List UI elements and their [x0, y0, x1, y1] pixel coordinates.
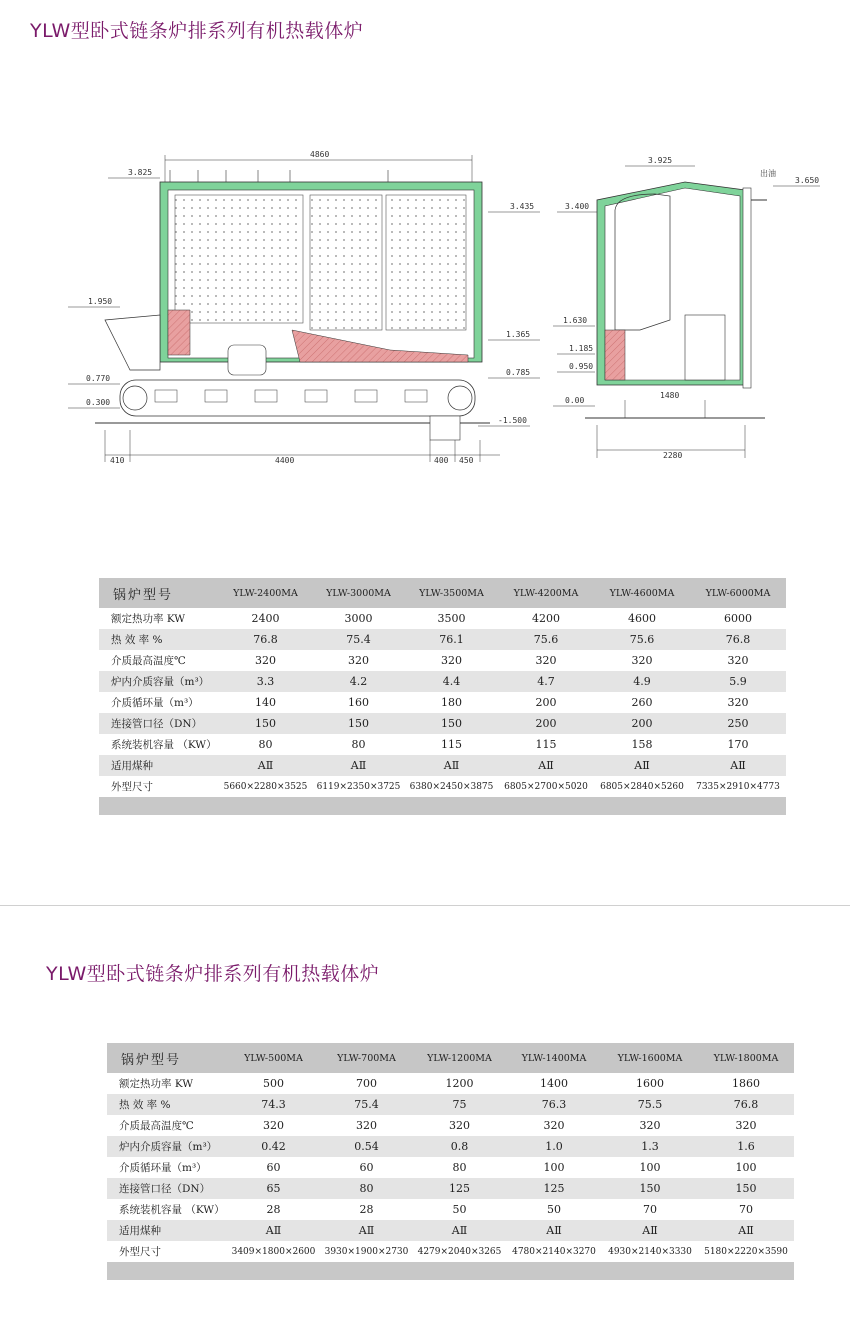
table-cell: 4200	[532, 612, 560, 625]
table-cell: 320	[639, 1119, 661, 1132]
table-cell: 1.3	[602, 1136, 698, 1157]
table-cell: 5.9	[690, 671, 786, 692]
table-cell: AⅡ	[405, 755, 498, 776]
table-cell: 76.8	[690, 629, 786, 650]
row-label: 介质循环量（m³）	[119, 1162, 207, 1174]
table-cell: 76.1	[405, 629, 498, 650]
table-footer-bar	[99, 797, 786, 815]
table-cell: 200	[498, 713, 594, 734]
dim-label: 4400	[275, 456, 295, 465]
spec-table-large	[99, 578, 786, 815]
dim-label: 0.00	[565, 396, 585, 405]
table-row	[107, 1241, 794, 1262]
table-cell: 28	[359, 1203, 374, 1216]
table-cell: 74.3	[227, 1094, 320, 1115]
table-cell: 80	[452, 1161, 467, 1174]
dim-label: 1.365	[506, 330, 531, 339]
table-cell: 3930×1900×2730	[324, 1246, 409, 1257]
model-header: YLW-1800MA	[698, 1043, 794, 1073]
row-label: 系统装机容量 （KW）	[119, 1204, 225, 1216]
table-row	[99, 692, 786, 713]
table-cell: 76.8	[698, 1094, 794, 1115]
dim-label: 1480	[660, 391, 680, 400]
table-cell: 50	[547, 1203, 561, 1216]
dim-label: 4860	[310, 150, 330, 159]
table-cell: 1600	[636, 1077, 664, 1090]
table-cell: AⅡ	[506, 1220, 602, 1241]
table-cell: AⅡ	[602, 1220, 698, 1241]
table-cell: 170	[727, 738, 749, 751]
table-cell: 320	[356, 1119, 377, 1132]
dim-label: -1.500	[498, 416, 527, 425]
table-cell: AⅡ	[219, 755, 312, 776]
table-cell: 0.54	[320, 1136, 413, 1157]
table-row	[107, 1157, 794, 1178]
table-cell: 150	[405, 713, 498, 734]
table-cell: AⅡ	[312, 755, 405, 776]
dim-label: 2280	[663, 451, 683, 460]
table-cell: 4279×2040×3265	[417, 1246, 502, 1257]
dim-label: 1.185	[569, 344, 594, 353]
model-header: YLW-4600MA	[594, 578, 690, 608]
table-cell: 320	[727, 654, 749, 667]
table-cell: 250	[690, 713, 786, 734]
table-row	[107, 1094, 794, 1115]
table-cell: 320	[727, 696, 749, 709]
table-cell: 1.0	[506, 1136, 602, 1157]
table-cell: 75.6	[594, 629, 690, 650]
table-cell: 150	[698, 1178, 794, 1199]
table-cell: 80	[320, 1178, 413, 1199]
table-cell: 3409×1800×2600	[231, 1246, 316, 1257]
row-label: 介质最高温度℃	[111, 655, 186, 667]
table-cell: 150	[312, 713, 405, 734]
table-cell: 320	[449, 1119, 470, 1132]
row-label: 炉内介质容量（m³）	[107, 1136, 227, 1157]
table-cell: AⅡ	[690, 755, 786, 776]
table-cell: 320	[735, 1119, 757, 1132]
table-cell: AⅡ	[698, 1220, 794, 1241]
table-cell: 500	[263, 1077, 284, 1090]
table-cell: 6805×2700×5020	[504, 781, 588, 792]
dim-label: 410	[110, 456, 125, 465]
dim-label: 1.630	[563, 316, 588, 325]
dim-label: 0.785	[506, 368, 531, 377]
table-row	[99, 755, 786, 776]
table-cell: 50	[452, 1203, 467, 1216]
dim-label: 1.950	[88, 297, 113, 306]
table-head-label: 锅炉型号	[107, 1043, 227, 1073]
table-cell: 76.3	[506, 1094, 602, 1115]
row-label: 介质循环量（m³）	[111, 697, 199, 709]
table-cell: 28	[266, 1203, 281, 1216]
page-title-bottom: YLW型卧式链条炉排系列有机热载体炉	[46, 963, 380, 985]
dim-label: 450	[459, 456, 474, 465]
table-row	[107, 1220, 794, 1241]
table-row	[107, 1136, 794, 1157]
table-cell: 1200	[445, 1077, 474, 1090]
table-cell: 75	[413, 1094, 506, 1115]
table-cell: 125	[506, 1178, 602, 1199]
table-cell: 200	[535, 696, 557, 709]
table-cell: 2400	[251, 612, 280, 625]
table-cell: AⅡ	[320, 1220, 413, 1241]
model-header: YLW-3000MA	[312, 578, 405, 608]
table-cell: 4600	[628, 612, 656, 625]
table-cell: 3500	[437, 612, 466, 625]
table-cell: 140	[255, 696, 276, 709]
table-cell: AⅡ	[498, 755, 594, 776]
model-header: YLW-6000MA	[690, 578, 786, 608]
row-label: 连接管口径（DN）	[107, 1178, 227, 1199]
dim-label: 0.950	[569, 362, 594, 371]
table-footer-bar	[107, 1262, 794, 1280]
row-label: 炉内介质容量（m³）	[99, 671, 219, 692]
table-cell: 70	[739, 1203, 753, 1216]
table-cell: AⅡ	[594, 755, 690, 776]
table-cell: 320	[535, 654, 557, 667]
table-cell: 700	[356, 1077, 377, 1090]
table-cell: 150	[219, 713, 312, 734]
page-title-top: YLW型卧式链条炉排系列有机热载体炉	[30, 20, 364, 42]
table-row	[99, 608, 786, 629]
table-row	[99, 734, 786, 755]
table-cell: 4.7	[498, 671, 594, 692]
table-cell: 320	[631, 654, 653, 667]
table-row	[99, 776, 786, 797]
table-cell: 158	[631, 738, 653, 751]
model-header: YLW-2400MA	[219, 578, 312, 608]
table-row	[107, 1073, 794, 1094]
model-header: YLW-1600MA	[602, 1043, 698, 1073]
table-row	[99, 650, 786, 671]
table-cell: 4.2	[312, 671, 405, 692]
dim-label: 3.400	[565, 202, 590, 211]
table-cell: 100	[543, 1161, 565, 1174]
row-label: 系统装机容量 （KW）	[111, 739, 217, 751]
boiler-side-view-drawing	[545, 150, 825, 470]
dim-label: 3.825	[128, 168, 153, 177]
dim-label: 400	[434, 456, 449, 465]
row-label: 额定热功率 KW	[119, 1078, 194, 1090]
table-cell: 6805×2840×5260	[600, 781, 684, 792]
row-label: 外型尺寸	[111, 781, 153, 793]
row-label: 热 效 率 %	[107, 1094, 227, 1115]
table-cell: 80	[258, 738, 273, 751]
table-cell: 180	[441, 696, 462, 709]
table-cell: 320	[263, 1119, 284, 1132]
row-label: 连接管口径（DN）	[99, 713, 219, 734]
table-cell: 115	[441, 738, 462, 751]
table-cell: 65	[227, 1178, 320, 1199]
table-cell: 1860	[732, 1077, 760, 1090]
table-cell: 1.6	[698, 1136, 794, 1157]
table-cell: 4.4	[405, 671, 498, 692]
table-cell: 320	[255, 654, 276, 667]
table-cell: 320	[543, 1119, 565, 1132]
dim-label: 3.925	[648, 156, 673, 165]
table-cell: 100	[639, 1161, 661, 1174]
model-header: YLW-500MA	[227, 1043, 320, 1073]
table-row	[99, 671, 786, 692]
row-label: 额定热功率 KW	[111, 613, 186, 625]
table-cell: 75.6	[498, 629, 594, 650]
table-cell: 60	[359, 1161, 374, 1174]
table-cell: 80	[351, 738, 366, 751]
dim-label: 出油	[760, 169, 776, 178]
table-head-label: 锅炉型号	[99, 578, 219, 608]
model-header: YLW-1400MA	[506, 1043, 602, 1073]
table-cell: 260	[631, 696, 653, 709]
table-cell: 150	[602, 1178, 698, 1199]
table-cell: 75.4	[320, 1094, 413, 1115]
table-cell: 5180×2220×3590	[704, 1246, 788, 1257]
table-row	[99, 713, 786, 734]
table-cell: 0.42	[227, 1136, 320, 1157]
table-cell: 320	[348, 654, 369, 667]
table-row	[107, 1178, 794, 1199]
model-header: YLW-4200MA	[498, 578, 594, 608]
table-cell: 125	[413, 1178, 506, 1199]
table-cell: 75.4	[312, 629, 405, 650]
table-row	[99, 629, 786, 650]
table-cell: 100	[735, 1161, 757, 1174]
row-label: 介质最高温度℃	[119, 1120, 194, 1132]
table-row	[107, 1115, 794, 1136]
row-label: 适用煤种	[107, 1220, 227, 1241]
dim-label: 0.300	[86, 398, 111, 407]
row-label: 适用煤种	[99, 755, 219, 776]
table-cell: 60	[266, 1161, 281, 1174]
table-cell: 6380×2450×3875	[409, 781, 494, 792]
table-cell: AⅡ	[413, 1220, 506, 1241]
table-cell: 5660×2280×3525	[223, 781, 308, 792]
row-label: 热 效 率 %	[99, 629, 219, 650]
table-cell: 320	[441, 654, 462, 667]
table-cell: 1400	[540, 1077, 568, 1090]
table-cell: 200	[594, 713, 690, 734]
table-cell: 70	[643, 1203, 657, 1216]
table-cell: 160	[348, 696, 369, 709]
table-cell: 7335×2910×4773	[696, 781, 780, 792]
model-header: YLW-700MA	[320, 1043, 413, 1073]
table-cell: 3.3	[219, 671, 312, 692]
table-cell: 4.9	[594, 671, 690, 692]
dim-label: 3.435	[510, 202, 535, 211]
table-cell: 3000	[344, 612, 373, 625]
row-label: 外型尺寸	[119, 1246, 161, 1258]
table-cell: AⅡ	[227, 1220, 320, 1241]
table-cell: 76.8	[219, 629, 312, 650]
table-row	[107, 1199, 794, 1220]
table-cell: 0.8	[413, 1136, 506, 1157]
table-cell: 6119×2350×3725	[316, 781, 401, 792]
model-header: YLW-1200MA	[413, 1043, 506, 1073]
table-cell: 4780×2140×3270	[512, 1246, 596, 1257]
spec-table-small	[107, 1043, 794, 1280]
dim-label: 3.650	[795, 176, 820, 185]
dim-label: 0.770	[86, 374, 111, 383]
section-divider	[0, 905, 850, 906]
model-header: YLW-3500MA	[405, 578, 498, 608]
table-cell: 115	[535, 738, 557, 751]
table-cell: 4930×2140×3330	[608, 1246, 692, 1257]
boiler-front-view-drawing	[60, 140, 535, 470]
table-cell: 6000	[724, 612, 752, 625]
table-cell: 75.5	[602, 1094, 698, 1115]
